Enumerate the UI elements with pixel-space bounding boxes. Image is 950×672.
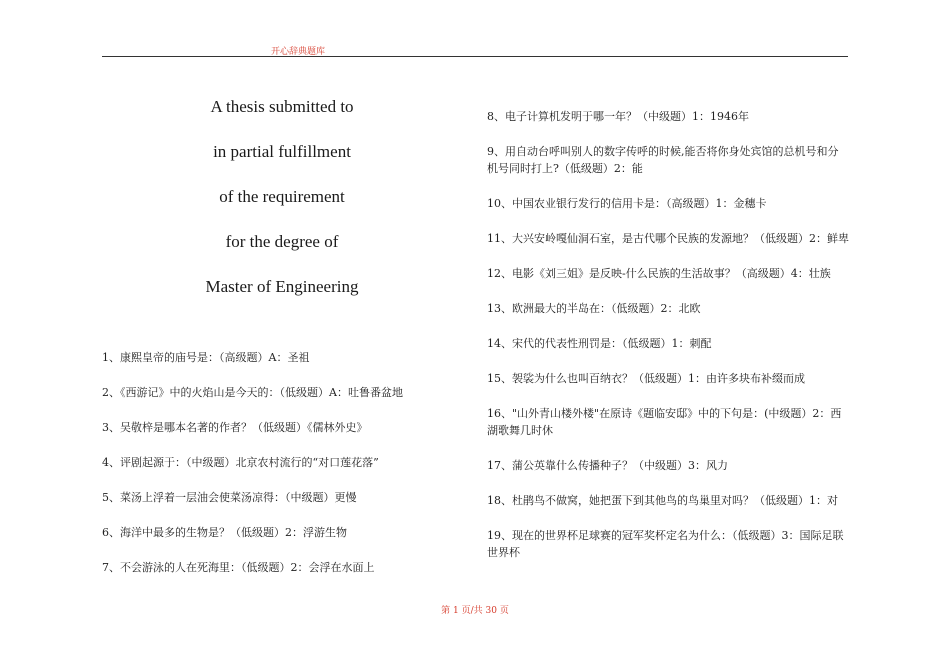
question-item: 16、"山外青山楼外楼"在原诗《题临安邸》中的下句是：(中级题）2：西湖歌舞几时休 <box>487 407 842 437</box>
question-item: 19、现在的世界杯足球赛的冠军奖杯定名为什么：（低级题）3：国际足联世界杯 <box>487 529 844 559</box>
question-item: 9、用自动台呼叫别人的数字传呼的时候,能否将你身处宾馆的总机号和分机号同时打上?（低级题）2：能 <box>487 145 839 175</box>
question-item: 15、袈裟为什么也叫百纳衣？（低级题）1：由许多块布补缀而成 <box>487 372 805 385</box>
thesis-line: in partial fulfillment <box>213 142 351 161</box>
question-item: 1、康熙皇帝的庙号是：（高级题）A：圣祖 <box>102 351 310 364</box>
site-header: 开心辞典题库 <box>271 47 326 57</box>
question-item: 7、不会游泳的人在死海里：（低级题）2：会浮在水面上 <box>102 561 375 574</box>
thesis-line: of the requirement <box>219 187 345 206</box>
header-divider <box>102 56 848 57</box>
question-item: 18、杜鹃鸟不做窝，她把蛋下到其他鸟的鸟巢里对吗？（低级题）1：对 <box>487 494 838 507</box>
question-item: 3、吴敬梓是哪本名著的作者？（低级题）《儒林外史》 <box>102 421 368 434</box>
question-item: 14、宋代的代表性刑罚是：（低级题）1：刺配 <box>487 337 712 350</box>
question-item: 4、评剧起源于：（中级题）北京农村流行的“对口莲花落” <box>102 456 379 469</box>
question-item: 12、电影《刘三姐》是反映-什么民族的生活故事？（高级题）4：壮族 <box>487 267 831 280</box>
question-item: 17、蒲公英靠什么传播种子？（中级题）3：风力 <box>487 459 728 472</box>
question-item: 11、大兴安岭嘎仙洞石室，是古代哪个民族的发源地？（低级题）2：鲜卑 <box>487 232 849 245</box>
page-number: 第 1 页/共 30 页 <box>441 606 509 616</box>
thesis-line: A thesis submitted to <box>210 97 354 116</box>
question-item: 2、《西游记》中的火焰山是今天的：（低级题）A：吐鲁番盆地 <box>102 386 403 399</box>
thesis-statement <box>152 96 412 321</box>
thesis-line: for the degree of <box>225 232 339 251</box>
thesis-line: Master of Engineering <box>205 277 359 296</box>
question-item: 13、欧洲最大的半岛在：（低级题）2：北欧 <box>487 302 701 315</box>
question-item: 8、电子计算机发明于哪一年？（中级题）1：1946年 <box>487 110 749 123</box>
question-item: 5、菜汤上浮着一层油会使菜汤凉得：（中级题）更慢 <box>102 491 357 504</box>
question-item: 10、中国农业银行发行的信用卡是：（高级题）1：金穗卡 <box>487 197 767 210</box>
question-list-left <box>102 350 447 595</box>
question-item: 6、海洋中最多的生物是？（低级题）2：浮游生物 <box>102 526 347 539</box>
question-list-right <box>487 108 849 579</box>
